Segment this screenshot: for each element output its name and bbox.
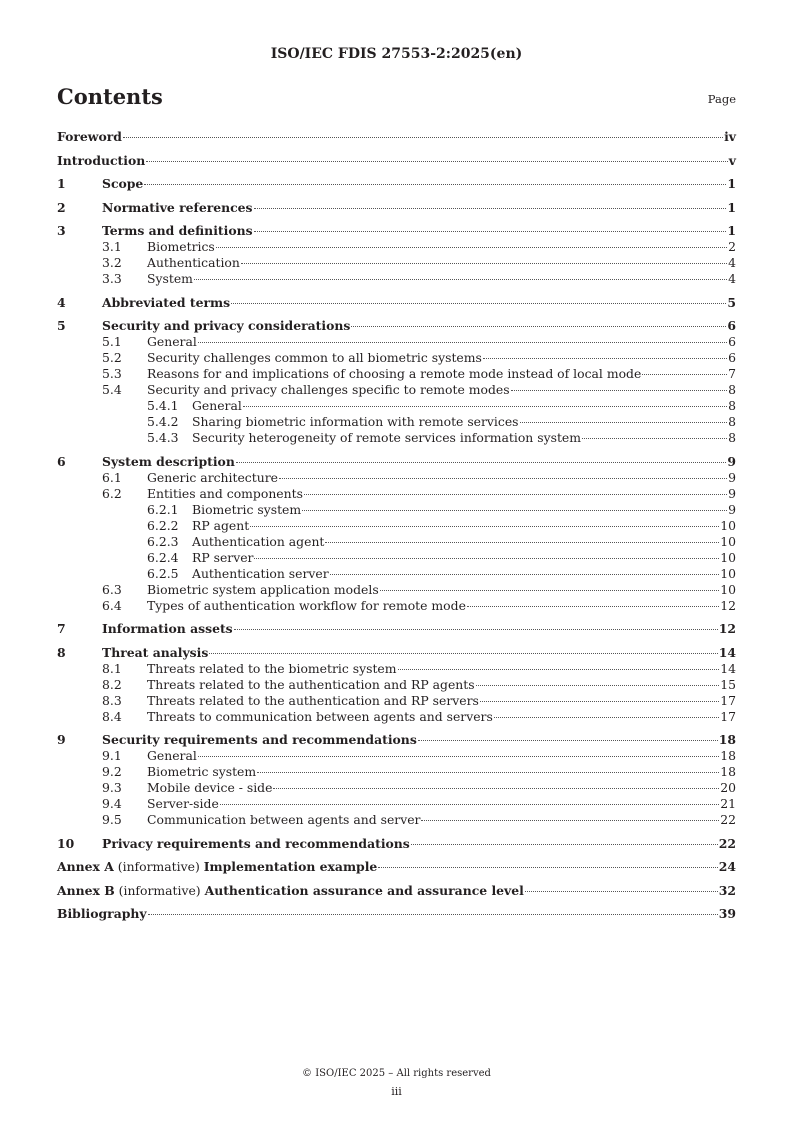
- dot-leader: [254, 231, 727, 232]
- toc-entry-page: 32: [718, 882, 736, 898]
- toc-entry[interactable]: [57, 645, 736, 661]
- dot-leader: [220, 804, 719, 805]
- toc-entry-number: 6.2.2: [147, 517, 179, 533]
- toc-entry-number: 8.4: [102, 708, 122, 724]
- toc-entry[interactable]: [57, 414, 736, 430]
- toc-entry-number: 3.3: [102, 271, 122, 286]
- toc-entry-page: 10: [720, 581, 736, 597]
- toc-entry-number: 5.3: [102, 366, 122, 381]
- dot-leader: [494, 717, 719, 718]
- dot-leader: [194, 279, 727, 280]
- toc-entry-page: 10: [720, 549, 736, 565]
- toc-entry-label: Introduction: [57, 152, 146, 168]
- toc-entry-page: 14: [718, 644, 736, 660]
- toc-entry-number: 5.2: [102, 350, 122, 365]
- toc-entry-label: Biometric system: [147, 764, 257, 779]
- dot-leader: [582, 438, 727, 439]
- toc-entry-page: 12: [718, 621, 736, 636]
- toc-entry-page: 6: [728, 350, 736, 365]
- toc-entry-label: Threats to communication between agents and servers: [147, 708, 493, 724]
- toc-entry[interactable]: [57, 255, 736, 271]
- toc-entry-page: 24: [718, 859, 736, 874]
- toc-entry-number: 3.2: [102, 255, 122, 270]
- toc-entry-label: General: [147, 334, 197, 349]
- toc-entry[interactable]: [57, 318, 736, 334]
- annex-title: Authentication assurance and assurance level: [204, 882, 524, 898]
- toc-entry-number: 9.1: [102, 748, 122, 763]
- toc-entry-number: 9.5: [102, 812, 122, 827]
- toc-entry-page: 39: [718, 906, 736, 921]
- toc-entry-page: 17: [720, 708, 736, 724]
- toc-entry-label: Threats related to the biometric system: [147, 660, 397, 676]
- toc-entry-label: Normative references: [102, 199, 253, 215]
- dot-leader: [231, 303, 726, 304]
- toc-entry-number: 9.3: [102, 780, 122, 795]
- toc-entry[interactable]: [57, 366, 736, 382]
- toc-entry-number: 8.1: [102, 660, 122, 676]
- dot-leader: [273, 788, 719, 789]
- toc-entry-page: 1: [727, 199, 736, 215]
- toc-entry-page: 18: [720, 764, 736, 779]
- dot-leader: [279, 478, 727, 479]
- toc-entry-label: Bibliography: [57, 906, 147, 921]
- toc-entry-number: 6.2: [102, 485, 122, 501]
- toc-entry-number: 6.2.1: [147, 501, 179, 517]
- toc-entry-number: 5.4.2: [147, 414, 179, 429]
- toc-entry-page: 6: [727, 318, 736, 333]
- toc-entry-number: 9.2: [102, 764, 122, 779]
- page-title: Contents: [57, 84, 163, 109]
- dot-leader: [146, 161, 728, 162]
- toc-entry[interactable]: [57, 859, 736, 875]
- toc-entry-number: 2: [57, 199, 66, 215]
- toc-entry[interactable]: [57, 398, 736, 414]
- toc-entry-page: 20: [720, 780, 736, 795]
- toc-entry[interactable]: [57, 295, 736, 311]
- toc-entry-page: 14: [720, 660, 736, 676]
- toc-entry-page: 10: [720, 533, 736, 549]
- toc-entry-label: Scope: [102, 176, 144, 191]
- toc-entry-number: 7: [57, 621, 66, 636]
- toc-entry-page: 18: [718, 732, 736, 747]
- toc-entry-label: Information assets: [102, 621, 233, 636]
- copyright-footer: © ISO/IEC 2025 – All rights reserved: [302, 1068, 491, 1079]
- toc-entry-number: 6.2.4: [147, 549, 179, 565]
- toc-entry-label: RP agent: [192, 517, 250, 533]
- toc-entry[interactable]: [57, 470, 736, 486]
- toc-entry-number: 6.2.3: [147, 533, 179, 549]
- toc-entry-label: Sharing biometric information with remote services: [192, 414, 519, 429]
- toc-entry[interactable]: [57, 550, 736, 566]
- toc-entry-page: 7: [728, 366, 736, 381]
- toc-entry-page: 9: [728, 501, 736, 517]
- toc-entry-page: 5: [727, 294, 736, 310]
- toc-entry-label: Privacy requirements and recommendations: [102, 835, 410, 851]
- toc-entry-number: 6.4: [102, 597, 122, 613]
- annex-title: Implementation example: [203, 859, 378, 874]
- toc-entry[interactable]: [57, 518, 736, 534]
- toc-entry-label: Abbreviated terms: [102, 294, 231, 310]
- annex-informative-tag: (informative): [113, 859, 204, 874]
- page-column-label: Page: [707, 92, 736, 106]
- toc-entry[interactable]: [57, 454, 736, 470]
- toc-entry-number: 6.1: [102, 469, 122, 485]
- dot-leader: [480, 701, 719, 702]
- toc-entry[interactable]: [57, 350, 736, 366]
- dot-leader: [476, 685, 720, 686]
- toc-entry-number: 6.3: [102, 581, 122, 597]
- toc-entry-label: Entities and components: [147, 485, 303, 501]
- toc-entry[interactable]: [57, 598, 736, 614]
- dot-leader: [250, 526, 719, 527]
- toc-entry-number: 9.4: [102, 796, 122, 811]
- toc-entry-number: 6.2.5: [147, 565, 179, 581]
- toc-entry-number: 6: [57, 453, 66, 469]
- toc-entry-label: Security requirements and recommendations: [102, 732, 417, 747]
- toc-entry-page: 1: [727, 223, 736, 238]
- table-of-contents: [57, 129, 736, 922]
- toc-entry-label: Authentication agent: [192, 533, 325, 549]
- dot-leader: [380, 590, 720, 591]
- toc-entry-page: 4: [728, 271, 736, 286]
- toc-entry-label: Security heterogeneity of remote services information system: [192, 430, 582, 445]
- dot-leader: [216, 247, 727, 248]
- toc-entry-label: Threats related to the authentication and RP servers: [147, 692, 479, 708]
- dot-leader: [378, 867, 717, 868]
- toc-entry-page: 4: [728, 255, 736, 270]
- toc-entry-page: 8: [728, 382, 736, 397]
- toc-entry-number: 8: [57, 644, 66, 660]
- toc-entry-label: [57, 883, 524, 899]
- dot-leader: [418, 740, 718, 741]
- toc-entry-number: 4: [57, 294, 66, 310]
- toc-entry[interactable]: [57, 334, 736, 350]
- toc-entry[interactable]: [57, 780, 736, 796]
- dot-leader: [520, 422, 728, 423]
- toc-entry[interactable]: [57, 748, 736, 764]
- toc-entry-label: Foreword: [57, 129, 122, 144]
- toc-entry[interactable]: [57, 621, 736, 637]
- toc-entry[interactable]: [57, 534, 736, 550]
- dot-leader: [411, 844, 718, 845]
- toc-entry[interactable]: [57, 836, 736, 852]
- toc-entry[interactable]: [57, 796, 736, 812]
- toc-entry[interactable]: [57, 223, 736, 239]
- toc-entry[interactable]: [57, 486, 736, 502]
- toc-entry[interactable]: [57, 200, 736, 216]
- toc-entry-label: Communication between agents and server: [147, 812, 421, 827]
- dot-leader: [198, 756, 719, 757]
- toc-entry[interactable]: [57, 883, 736, 899]
- toc-entry-label: [57, 859, 377, 875]
- toc-entry-page: 8: [728, 430, 736, 445]
- toc-entry-page: 12: [720, 597, 736, 613]
- toc-entry[interactable]: [57, 271, 736, 287]
- toc-entry-label: Authentication server: [192, 565, 329, 581]
- toc-entry-number: 5: [57, 318, 66, 333]
- toc-entry[interactable]: [57, 693, 736, 709]
- dot-leader: [148, 914, 718, 915]
- dot-leader: [254, 558, 719, 559]
- page-number: iii: [391, 1085, 402, 1098]
- toc-entry-label: Biometric system: [192, 501, 302, 517]
- toc-entry[interactable]: [57, 732, 736, 748]
- toc-entry-label: System description: [102, 453, 235, 469]
- toc-entry-label: Generic architecture: [147, 469, 278, 485]
- toc-entry[interactable]: [57, 709, 736, 725]
- dot-leader: [234, 629, 718, 630]
- document-header: ISO/IEC FDIS 27553-2:2025(en): [270, 46, 523, 62]
- toc-entry-label: Terms and definitions: [102, 223, 253, 238]
- toc-entry-label: Security and privacy challenges specific to remote modes: [147, 382, 510, 397]
- dot-leader: [642, 374, 727, 375]
- toc-entry-label: RP server: [192, 549, 254, 565]
- annex-prefix: Annex B: [57, 882, 115, 898]
- toc-entry-number: 5.4.1: [147, 398, 179, 413]
- toc-entry-page: 9: [728, 485, 736, 501]
- toc-entry-label: Server-side: [147, 796, 219, 811]
- dot-leader: [304, 494, 727, 495]
- annex-prefix: Annex A: [57, 859, 114, 874]
- toc-entry-number: 5.4: [102, 382, 122, 397]
- toc-entry-number: 10: [57, 835, 75, 851]
- toc-entry[interactable]: [57, 239, 736, 255]
- toc-entry-number: 9: [57, 732, 66, 747]
- toc-entry-number: 5.1: [102, 334, 122, 349]
- toc-entry[interactable]: [57, 582, 736, 598]
- toc-entry-number: 1: [57, 176, 66, 191]
- dot-leader: [254, 208, 727, 209]
- toc-entry-label: Biometric system application models: [147, 581, 379, 597]
- dot-leader: [351, 326, 726, 327]
- toc-entry[interactable]: [57, 677, 736, 693]
- dot-leader: [257, 772, 719, 773]
- toc-entry[interactable]: [57, 176, 736, 192]
- toc-entry[interactable]: [57, 661, 736, 677]
- toc-entry-page: 1: [727, 176, 736, 191]
- toc-entry-label: Reasons for and implications of choosing a remote mode instead of local mode: [147, 366, 642, 381]
- dot-leader: [483, 358, 727, 359]
- toc-entry[interactable]: [57, 502, 736, 518]
- toc-entry-label: Security challenges common to all biometric systems: [147, 350, 482, 365]
- toc-entry[interactable]: [57, 812, 736, 828]
- annex-informative-tag: (informative): [114, 882, 205, 898]
- toc-entry[interactable]: [57, 430, 736, 446]
- toc-entry[interactable]: [57, 566, 736, 582]
- toc-entry-number: 8.3: [102, 692, 122, 708]
- toc-entry-page: 17: [720, 692, 736, 708]
- toc-entry-number: 5.4.3: [147, 430, 179, 445]
- dot-leader: [467, 606, 719, 607]
- toc-entry-page: 22: [720, 812, 736, 827]
- dot-leader: [398, 669, 720, 670]
- toc-entry-page: 9: [727, 453, 736, 469]
- toc-entry-label: Authentication: [147, 255, 240, 270]
- toc-entry-number: 8.2: [102, 676, 122, 692]
- toc-entry-page: 15: [720, 676, 736, 692]
- toc-entry[interactable]: [57, 764, 736, 780]
- toc-entry-label: Security and privacy considerations: [102, 318, 351, 333]
- dot-leader: [241, 263, 727, 264]
- toc-entry[interactable]: [57, 382, 736, 398]
- toc-entry-page: iv: [724, 129, 736, 144]
- toc-entry-label: Types of authentication workflow for remote mode: [147, 597, 466, 613]
- toc-entry-page: 22: [718, 835, 736, 851]
- toc-entry[interactable]: [57, 906, 736, 922]
- dot-leader: [123, 137, 723, 138]
- toc-entry-label: Mobile device - side: [147, 780, 273, 795]
- dot-leader: [209, 653, 717, 654]
- toc-entry-page: 21: [720, 796, 736, 811]
- dot-leader: [525, 891, 718, 892]
- toc-entry-label: General: [192, 398, 242, 413]
- toc-entry-label: Threats related to the authentication and RP agents: [147, 676, 475, 692]
- toc-entry-label: System: [147, 271, 193, 286]
- toc-entry-label: General: [147, 748, 197, 763]
- dot-leader: [236, 462, 727, 463]
- toc-entry-number: 3.1: [102, 239, 122, 254]
- toc-entry-page: 8: [728, 414, 736, 429]
- toc-entry-page: 18: [720, 748, 736, 763]
- dot-leader: [511, 390, 728, 391]
- toc-entry-page: v: [728, 152, 736, 168]
- dot-leader: [421, 820, 719, 821]
- dot-leader: [325, 542, 719, 543]
- dot-leader: [198, 342, 727, 343]
- dot-leader: [144, 184, 726, 185]
- toc-entry-page: 6: [728, 334, 736, 349]
- toc-entry-page: 8: [728, 398, 736, 413]
- toc-entry-page: 10: [720, 565, 736, 581]
- toc-entry-page: 10: [720, 517, 736, 533]
- toc-entry-label: Threat analysis: [102, 644, 209, 660]
- dot-leader: [330, 574, 720, 575]
- dot-leader: [243, 406, 727, 407]
- toc-entry-label: Biometrics: [147, 239, 215, 254]
- toc-entry[interactable]: [57, 153, 736, 169]
- dot-leader: [302, 510, 727, 511]
- toc-entry-number: 3: [57, 223, 66, 238]
- toc-entry-page: 9: [728, 469, 736, 485]
- toc-entry-page: 2: [728, 239, 736, 254]
- toc-entry[interactable]: [57, 129, 736, 145]
